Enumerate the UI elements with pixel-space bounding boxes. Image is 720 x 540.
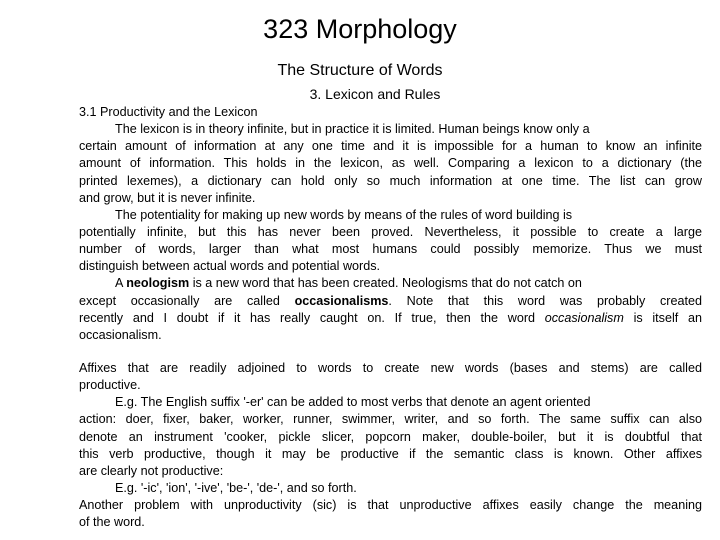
- text-run: The lexicon is in theory infinite, but in practice it is limited. Human beings know only a: [115, 122, 590, 137]
- text-line: [79, 224, 702, 241]
- text-line: [79, 138, 702, 155]
- text-line: [79, 121, 702, 138]
- text-line: [79, 293, 702, 310]
- text-line: [79, 514, 702, 531]
- text-run: amount of information. This holds in the lexicon, as well. Comparing a lexicon to a dictionary (the: [79, 156, 702, 171]
- text-run: is itself an: [623, 310, 702, 325]
- text-run: distinguish between actual words and potential words.: [79, 259, 381, 274]
- italic-term: occasionalism: [544, 310, 624, 325]
- text-run: A: [115, 276, 127, 291]
- text-run: The potentiality for making up new words by means of the rules of word building is: [115, 207, 573, 222]
- bold-term: occasionalisms: [294, 293, 389, 308]
- blank-line: [79, 344, 702, 360]
- text-line: [79, 480, 702, 497]
- text-run: and grow, but it is never infinite.: [79, 190, 256, 205]
- text-line: [79, 155, 702, 172]
- text-line: [79, 258, 702, 275]
- text-run: recently and I doubt if it has really caught on. If true, then the word: [79, 310, 545, 325]
- text-run: certain amount of information at any one time and it is impossible for a human to know an infinite: [79, 139, 702, 154]
- text-line: [79, 429, 702, 446]
- section-heading: 3. Lexicon and Rules: [309, 86, 441, 102]
- text-run: Another problem with unproductivity (sic) is that unproductive affixes easily change the meaning: [79, 498, 702, 513]
- text-run: Affixes that are readily adjoined to words to create new words (bases and stems) are called: [79, 360, 702, 375]
- text-run: denote an instrument 'cooker, pickle slicer, popcorn maker, double-boiler, but it is doubtful that: [79, 429, 702, 444]
- text-line: [79, 497, 702, 514]
- text-run: productive.: [79, 378, 141, 393]
- text-run: of the word.: [79, 515, 145, 530]
- text-run: E.g. The English suffix '-er' can be added to most verbs that denote an agent oriented: [115, 395, 591, 410]
- text-line: [79, 207, 702, 224]
- document-subtitle: The Structure of Words: [277, 62, 443, 79]
- text-line: [79, 377, 702, 394]
- text-run: printed lexemes), a dictionary can hold only so much information at one time. The list can grow: [79, 173, 702, 188]
- text-run: potentially infinite, but this has never been proved. Nevertheless, it possible to create a large: [79, 224, 702, 239]
- text-line: [79, 327, 702, 344]
- text-run: . Note that this word was probably created: [388, 293, 702, 308]
- text-run: 3.1 Productivity and the Lexicon: [79, 105, 258, 119]
- text-line: [79, 173, 702, 190]
- text-line: [79, 310, 702, 327]
- text-line: [79, 190, 702, 207]
- text-line: [79, 463, 702, 480]
- document-body: [79, 104, 702, 531]
- text-line: [79, 411, 702, 428]
- text-run: number of words, larger than what most humans could possibly memorize. Thus we must: [79, 242, 702, 257]
- text-line: [79, 360, 702, 377]
- bold-term: neologism: [126, 276, 190, 291]
- text-line: [79, 241, 702, 258]
- text-run: except occasionally are called: [79, 293, 295, 308]
- document-title: 323 Morphology: [263, 14, 457, 44]
- text-run: action: doer, fixer, baker, worker, runner, swimmer, writer, and so forth. The same suffix can also: [79, 412, 702, 427]
- text-line: [79, 446, 702, 463]
- text-run: is a new word that has been created. Neologisms that do not catch on: [189, 276, 582, 291]
- text-line: [79, 394, 702, 411]
- text-line: [79, 275, 702, 292]
- text-line: [79, 104, 702, 121]
- text-run: this verb productive, though it may be productive if the semantic class is known. Other affixes: [79, 446, 702, 461]
- text-run: are clearly not productive:: [79, 463, 224, 478]
- text-run: occasionalism.: [79, 327, 162, 342]
- text-run: E.g. '-ic', 'ion', '-ive', 'be-', 'de-', and so forth.: [115, 480, 357, 495]
